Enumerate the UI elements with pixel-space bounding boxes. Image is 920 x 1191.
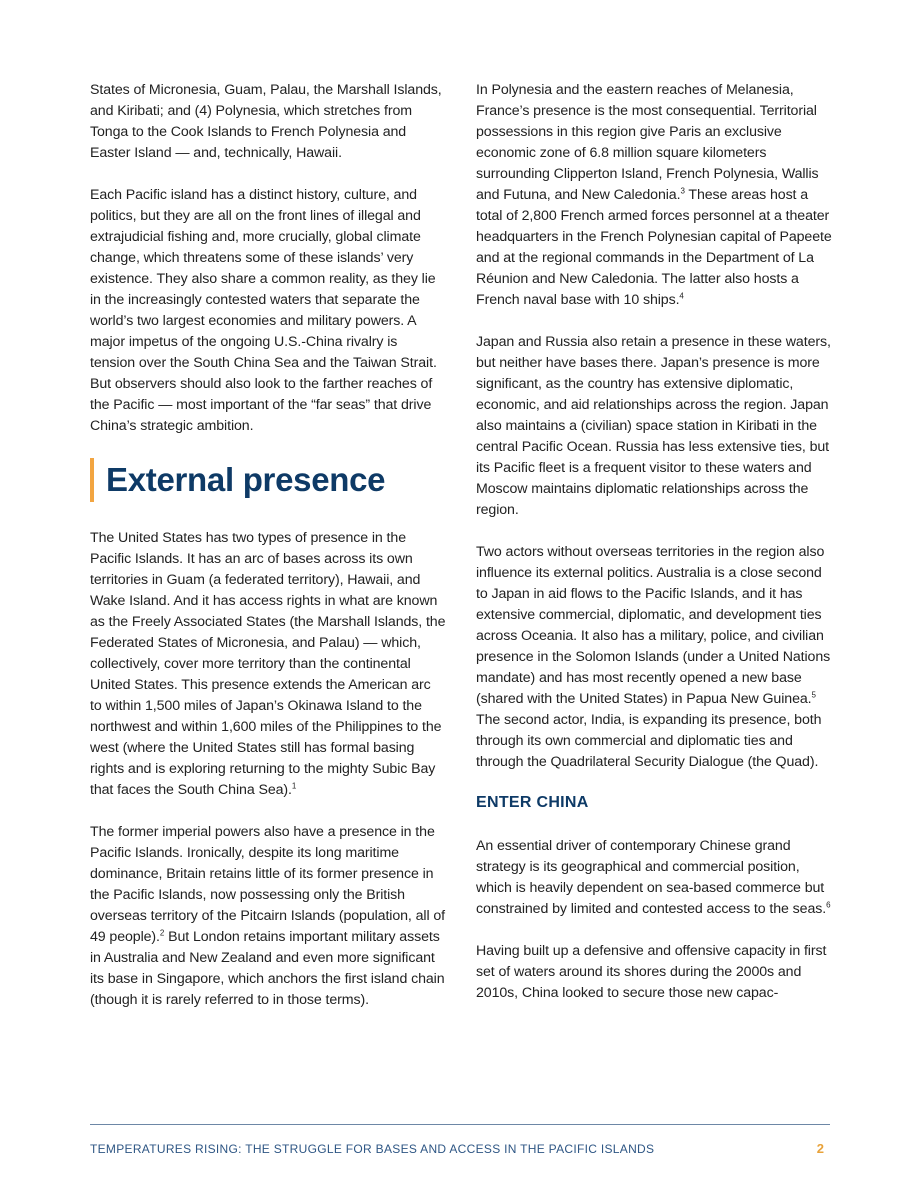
paragraph-text: An essential driver of contemporary Chinese grand strategy is its geographical and commercial position, which is heavily dependent on sea-based commerce but constrained by limited and contested access to the seas. [476, 838, 827, 917]
footnote-ref[interactable]: 5 [811, 690, 816, 700]
footnote-ref[interactable]: 2 [159, 928, 165, 938]
paragraph-text: These areas host a total of 2,800 French armed forces personnel at a theater headquarters in the French Polynesian capital of Papeete and at the regional commands in the Department of La Réunion and New Caledonia. The latter also hosts a French naval base with 10 ships. [476, 187, 832, 308]
paragraph-text: States of Micronesia, Guam, Palau, the Marshall Islands, and Kiribati; and (4) Polynesia, which stretches from Tonga to the Cook Islands to French Polynesia and Easter Island — and, technically, Hawaii. [90, 82, 442, 161]
footnote-ref[interactable]: 1 [291, 781, 297, 791]
paragraph [90, 80, 446, 164]
paragraph [476, 332, 832, 521]
right-column [476, 80, 832, 1025]
paragraph [90, 185, 446, 437]
paragraph [90, 822, 446, 1011]
left-column [90, 80, 446, 1032]
paragraph [476, 542, 832, 773]
subsection-title: ENTER CHINA [476, 794, 589, 811]
footer-divider [90, 1124, 830, 1125]
paragraph-text: In Polynesia and the eastern reaches of Melanesia, France’s presence is the most consequential. Territorial possessions in this region give Paris an exclusive economic zone of 6.8 million square kilometers surrounding Clipperton Island, French Polynesia, Wallis and Futuna, and New Caledonia. [476, 82, 819, 203]
section-heading [90, 458, 446, 502]
paragraph-text: Japan and Russia also retain a presence in these waters, but neither have bases there. Japan’s presence is more significant, as the country has extensive diplomatic, economic, and aid relationships across the region. Japan also maintains a (civilian) space station in Kiribati in the central Pacific Ocean. Russia has less extensive ties, but its Pacific fleet is a frequent visitor to these waters and Moscow maintains diplomatic relationships across the region. [476, 334, 831, 518]
paragraph-text: The second actor, India, is expanding its presence, both through its own commercial and diplomatic ties and through the Quadrilateral Security Dialogue (the Quad). [476, 712, 822, 770]
page-number: 2 [816, 1141, 824, 1156]
paragraph [90, 528, 446, 801]
footnote-ref[interactable]: 6 [826, 900, 831, 910]
paragraph-text: Having built up a defensive and offensive capacity in first set of waters around its shores during the 2000s and 2010s, China looked to secure those new capac- [476, 943, 827, 1001]
section-title: External presence [106, 461, 386, 498]
paragraph-text: But London retains important military assets in Australia and New Zealand and even more significant its base in Singapore, which anchors the first island chain (though it is rarely referred to in those terms). [90, 929, 445, 1008]
footnote-ref[interactable]: 3 [680, 186, 685, 196]
footer-running-title: TEMPERATURES RISING: THE STRUGGLE FOR BASES AND ACCESS IN THE PACIFIC ISLANDS [90, 1142, 655, 1156]
paragraph-text: Two actors without overseas territories in the region also influence its external politics. Australia is a close second to Japan in aid flows to the Pacific Islands, and it has extensive commercial, diplomatic, and development ties across Oceania. It also has a military, police, and civilian presence in the Solomon Islands (under a United Nations mandate) and has most recently opened a new base (shared with the United States) in Papua New Guinea. [476, 544, 831, 707]
paragraph [476, 941, 832, 1004]
paragraph-text: Each Pacific island has a distinct history, culture, and politics, but they are all on the front lines of illegal and extrajudicial fishing and, more crucially, global climate change, which threatens some of these islands’ very existence. They also share a common reality, as they lie in the increasingly contested waters that separate the world’s two largest economies and military powers. A major impetus of the ongoing U.S.-China rivalry is tension over the South China Sea and the Taiwan Strait. But observers should also look to the farther reaches of the Pacific — most important of the “far seas” that drive China’s strategic ambition. [90, 187, 437, 434]
paragraph [476, 836, 832, 920]
footnote-ref[interactable]: 4 [679, 291, 684, 301]
paragraph [476, 80, 832, 311]
heading-accent-bar [90, 458, 94, 502]
paragraph-text: The former imperial powers also have a presence in the Pacific Islands. Ironically, despite its long maritime dominance, Britain retains little of its former presence in the Pacific Islands, now possessing only the British overseas territory of the Pitcairn Islands (population, all of 49 people). [90, 824, 445, 945]
paragraph-text: The United States has two types of presence in the Pacific Islands. It has an arc of bases across its own territories in Guam (a federated territory), Hawaii, and Wake Island. And it has access rights in what are known as the Freely Associated States (the Marshall Islands, the Federated States of Micronesia, and Palau) — which, collectively, cover more territory than the continental United States. This presence extends the American arc to within 1,500 miles of Japan’s Okinawa Island to the northwest and within 1,600 miles of the Philippines to the west (where the United States still has formal basing rights and is exploring returning to the mighty Subic Bay that faces the South China Sea). [90, 530, 446, 798]
